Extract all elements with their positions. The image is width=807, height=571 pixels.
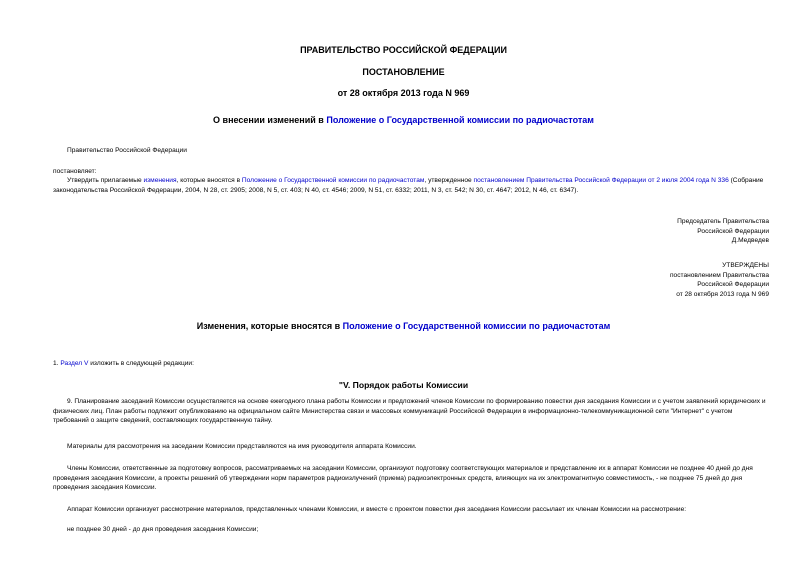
- paragraph-9: 9. Планирование заседаний Комиссии осуществляется на основе ежегодного плана работы Комиссии и предложений членов Комиссии по формированию повестки дня заседания Комиссии и с учетом заявлений юридических и физических лиц. План работы подлежит опубликованию на официальном сайте Министерства связи и массовых коммуникаций Российской Федерации в информационно-телекоммуникационной сети "Интернет" с учетом требований о защите сведений, составляющих государственную тайну.: [53, 398, 766, 425]
- subject-link[interactable]: Положение о Государственной комиссии по радиочастотам: [326, 115, 594, 125]
- changes-title: Изменения, которые вносятся в Положение о Государственной комиссии по радиочастотам: [196, 321, 611, 331]
- regulation-link[interactable]: Положение о Государственной комиссии по радиочастотам: [241, 177, 425, 184]
- org-title: ПРАВИТЕЛЬСТВО РОССИЙСКОЙ ФЕДЕРАЦИИ: [300, 45, 507, 55]
- section-title: "V. Порядок работы Комиссии: [338, 380, 469, 390]
- signature-name: Д.Медведев: [731, 237, 769, 245]
- doc-subject: [0, 115, 807, 125]
- doc-type: ПОСТАНОВЛЕНИЕ: [362, 67, 445, 77]
- paragraph-materials: Материалы для рассмотрения на заседании Комиссии представляются на имя руководителя аппарата Комиссии.: [67, 443, 417, 450]
- paragraph-apparatus: Аппарат Комиссии организует рассмотрение материалов, представленных членами Комиссии, и вместе с проектом повестки дня заседания Комиссии рассылает их членам Комиссии на рассмотрение:: [67, 506, 687, 513]
- paragraph-30-days: не позднее 30 дней - до дня проведения заседания Комиссии;: [67, 526, 259, 533]
- item-1: 1. Раздел V изложить в следующей редакции:: [53, 360, 194, 367]
- gov-line: Правительство Российской Федерации: [67, 147, 187, 154]
- signature-block: [677, 217, 769, 246]
- decree-link[interactable]: постановлением Правительства Российской Федерации от 2 июля 2004 года N 336: [473, 177, 729, 184]
- signature-country: Российской Федерации: [697, 227, 769, 235]
- changes-link[interactable]: изменения: [143, 177, 177, 184]
- doc-date: от 28 октября 2013 года N 969: [337, 88, 470, 98]
- changes-title-link[interactable]: Положение о Государственной комиссии по радиочастотам: [342, 321, 611, 331]
- subject-prefix: О внесении изменений в: [213, 115, 327, 125]
- resolves-line: постановляет:: [53, 168, 97, 175]
- section-v-link[interactable]: Раздел V: [60, 360, 89, 367]
- resolution-paragraph: Утвердить прилагаемые изменения, которые вносятся в Положение о Государственной комиссии по радиочастотам, утвержденное постановлением Правительства Российской Федерации от 2 июля 2004 года N 336 (Собрание законодательства Российской Федерации, 2004, N 28, ст. 2905; 2008, N 5, ст. 403; N 40, ст. 4546; 2009, N 51, ст. 6332; 2011, N 3, ст. 542; N 30, ст. 4647; 2012, N 46, ст. 6347).: [53, 177, 764, 194]
- signature-title: Председатель Правительства: [677, 218, 769, 225]
- approved-block: УТВЕРЖДЕНЫ постановлением Правительства Российской Федерации от 28 октября 2013 года N 969: [669, 262, 769, 298]
- paragraph-members: Члены Комиссии, ответственные за подготовку вопросов, рассматриваемых на заседании Комиссии, организуют подготовку соответствующих материалов и представление их в аппарат Комиссии не позднее 40 дней до дня проведения заседания Комиссии, а проекты решений об утверждении норм параметров радиоизлучений (приема) радиоэлектронных средств, влияющих на их электромагнитную совместимость, - не позднее 75 дней до дня проведения заседания Комиссии.: [53, 465, 753, 492]
- approved-title: УТВЕРЖДЕНЫ: [722, 262, 769, 269]
